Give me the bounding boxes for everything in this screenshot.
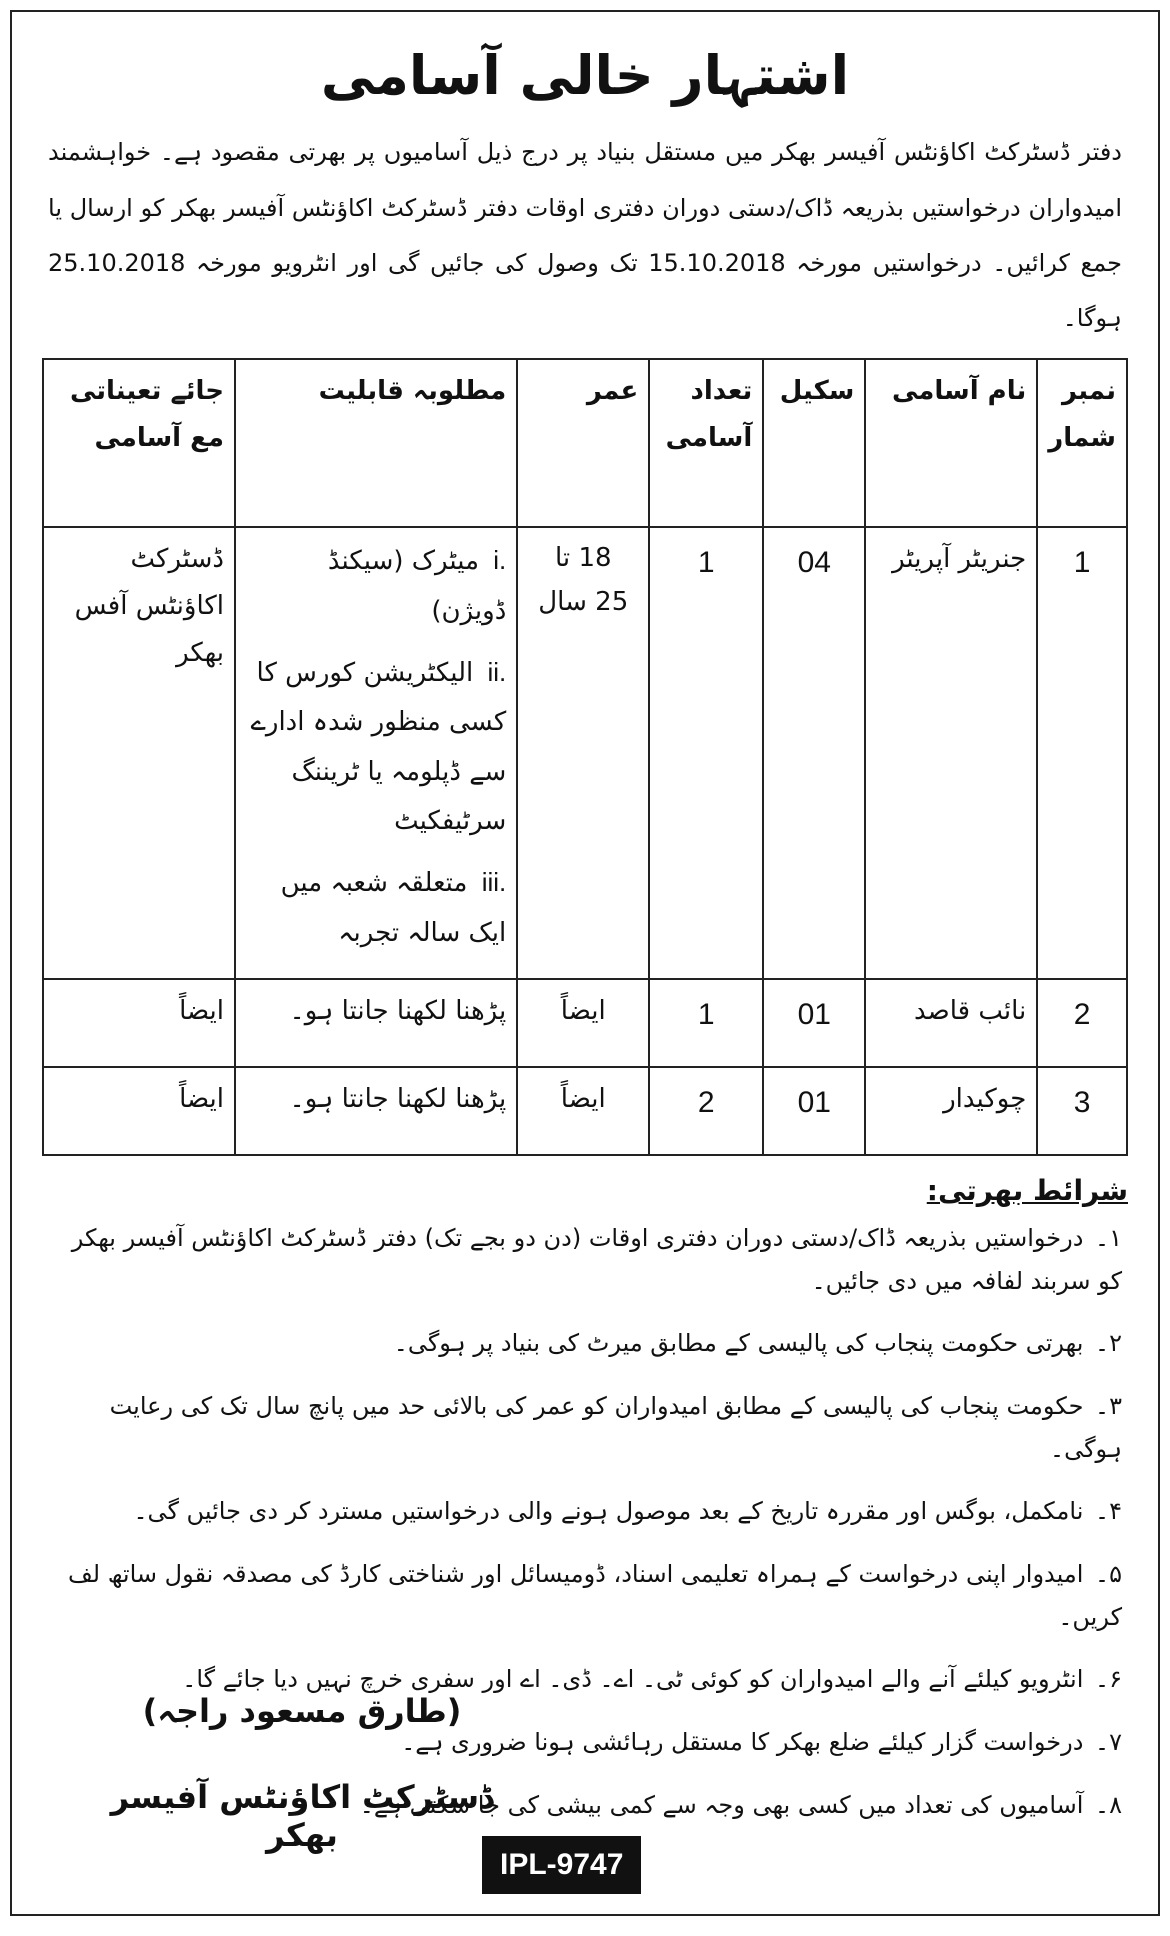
- cell-age: [517, 527, 649, 979]
- cell-post-name: نائب قاصد: [865, 979, 1037, 1067]
- cell-age: ایضاً: [517, 979, 649, 1067]
- cell-qualification: پڑھنا لکھنا جانتا ہو۔: [235, 979, 517, 1067]
- condition-item: [42, 1553, 1128, 1638]
- cell-scale: 04: [763, 527, 865, 979]
- header-age: عمر: [517, 359, 649, 527]
- condition-item: [42, 1322, 1128, 1365]
- cell-count: 1: [649, 979, 763, 1067]
- header-serial: نمبر شمار: [1037, 359, 1127, 527]
- condition-number: ۵۔: [1095, 1561, 1122, 1589]
- table-header-row: [43, 359, 1127, 527]
- condition-item: [42, 1217, 1128, 1302]
- qualification-text: الیکٹریشن کورس کا کسی منظور شدہ ادارے سے ڈپلومہ یا ٹریننگ سرٹیفکیٹ: [250, 657, 507, 837]
- table-row: [43, 527, 1127, 979]
- qualification-marker: i.: [493, 545, 507, 576]
- cell-scale: 01: [763, 979, 865, 1067]
- page-title: اشتہار خالی آسامی: [320, 44, 850, 107]
- condition-text: بھرتی حکومت پنجاب کی پالیسی کے مطابق میرٹ کی بنیاد پر ہوگی۔: [393, 1329, 1084, 1358]
- condition-number: ۴۔: [1095, 1498, 1122, 1526]
- qualification-text: میٹرک (سیکنڈ ڈویژن): [327, 546, 507, 626]
- advertisement-page: [10, 10, 1160, 1916]
- signatory-designation: ڈسٹرکٹ اکاؤنٹس آفیسر بھکر: [110, 1778, 494, 1854]
- vacancies-table: [42, 358, 1128, 1156]
- cell-count: 1: [649, 527, 763, 979]
- qualification-item: [246, 536, 506, 636]
- cell-age: ایضاً: [517, 1067, 649, 1155]
- condition-number: ۷۔: [1095, 1729, 1122, 1757]
- cell-serial: 2: [1037, 979, 1127, 1067]
- condition-text: امیدوار اپنی درخواست کے ہمراہ تعلیمی اسناد، ڈومیسائل اور شناختی کارڈ کی مصدقہ نقول ساتھ لف کریں۔: [67, 1560, 1122, 1632]
- cell-posting-place: ڈسٹرکٹ اکاؤنٹس آفس بھکر: [43, 527, 235, 979]
- header-scale: سکیل: [763, 359, 865, 527]
- header-qualification: مطلوبہ قابلیت: [235, 359, 517, 527]
- condition-number: ۱۔: [1095, 1225, 1122, 1253]
- qualification-marker: ii.: [487, 656, 507, 687]
- condition-item: [42, 1490, 1128, 1533]
- header-posting-place: جائے تعیناتی مع آسامی: [43, 359, 235, 527]
- ipl-code-badge: IPL-9747: [482, 1836, 641, 1894]
- cell-scale: 01: [763, 1067, 865, 1155]
- signature-block: [92, 1692, 512, 1854]
- signatory-name: (طارق مسعود راجہ): [142, 1692, 462, 1730]
- cell-post-name: جنریٹر آپریٹر: [865, 527, 1037, 979]
- qualification-marker: iii.: [481, 867, 507, 898]
- condition-number: ۸۔: [1095, 1792, 1122, 1820]
- condition-text: انٹرویو کیلئے آنے والے امیدواران کو کوئی ٹی۔ اے۔ ڈی۔ اے اور سفری خرچ نہیں دیا جائے گا۔: [182, 1665, 1084, 1694]
- condition-text: درخواستیں بذریعہ ڈاک/دستی دوران دفتری اوقات (دن دو بجے تک) دفتر ڈسٹرکٹ اکاؤنٹس آفیسر بھکر کو سربند لفافہ میں دی جائیں۔: [71, 1224, 1122, 1296]
- condition-text: نامکمل، بوگس اور مقررہ تاریخ کے بعد موصول ہونے والی درخواستیں مسترد کر دی جائیں گی۔: [133, 1497, 1084, 1526]
- condition-text: درخواست گزار کیلئے ضلع بھکر کا مستقل رہائشی ہونا ضروری ہے۔: [401, 1728, 1084, 1757]
- qualification-text: متعلقہ شعبہ میں ایک سالہ تجربہ: [280, 868, 507, 948]
- header-count: تعداد آسامی: [649, 359, 763, 527]
- condition-text: آسامیوں کی تعداد میں کسی بھی وجہ سے کمی بیشی کی جا سکتی ہے۔: [359, 1791, 1084, 1820]
- header-post-name: نام آسامی: [865, 359, 1037, 527]
- cell-count: 2: [649, 1067, 763, 1155]
- cell-serial: 1: [1037, 527, 1127, 979]
- condition-item: [42, 1385, 1128, 1470]
- cell-posting-place: ایضاً: [43, 979, 235, 1067]
- table-row: [43, 1067, 1127, 1155]
- cell-post-name: چوکیدار: [865, 1067, 1037, 1155]
- intro-paragraph: دفتر ڈسٹرکٹ اکاؤنٹس آفیسر بھکر میں مستقل بنیاد پر درج ذیل آسامیوں پر بھرتی مقصود ہے۔ خواہشمند امیدواران درخواستیں بذریعہ ڈاک/دستی دوران دفتری اوقات دفتر ڈسٹرکٹ اکاؤنٹس آفیسر بھکر کو ارسال یا جمع کرائیں۔ درخواستیں مورخہ 15.10.2018 تک وصول کی جائیں گی اور انٹرویو مورخہ 25.10.2018 ہوگا۔: [48, 138, 1123, 332]
- condition-text: حکومت پنجاب کی پالیسی کے مطابق امیدواران کو عمر کی بالائی حد میں پانچ سال تک کی رعایت ہوگی۔: [109, 1392, 1122, 1464]
- conditions-heading: شرائط بھرتی:: [926, 1174, 1128, 1208]
- qualification-item: [246, 858, 506, 958]
- condition-number: ۶۔: [1095, 1666, 1122, 1694]
- cell-qualification: پڑھنا لکھنا جانتا ہو۔: [235, 1067, 517, 1155]
- cell-qualification: [235, 527, 517, 979]
- cell-posting-place: ایضاً: [43, 1067, 235, 1155]
- age-line-to: 25 سال: [538, 587, 629, 618]
- condition-number: ۲۔: [1095, 1330, 1122, 1358]
- cell-serial: 3: [1037, 1067, 1127, 1155]
- qualification-item: [246, 648, 506, 847]
- age-line-from: 18 تا: [555, 543, 612, 574]
- table-row: [43, 979, 1127, 1067]
- condition-number: ۳۔: [1095, 1393, 1122, 1421]
